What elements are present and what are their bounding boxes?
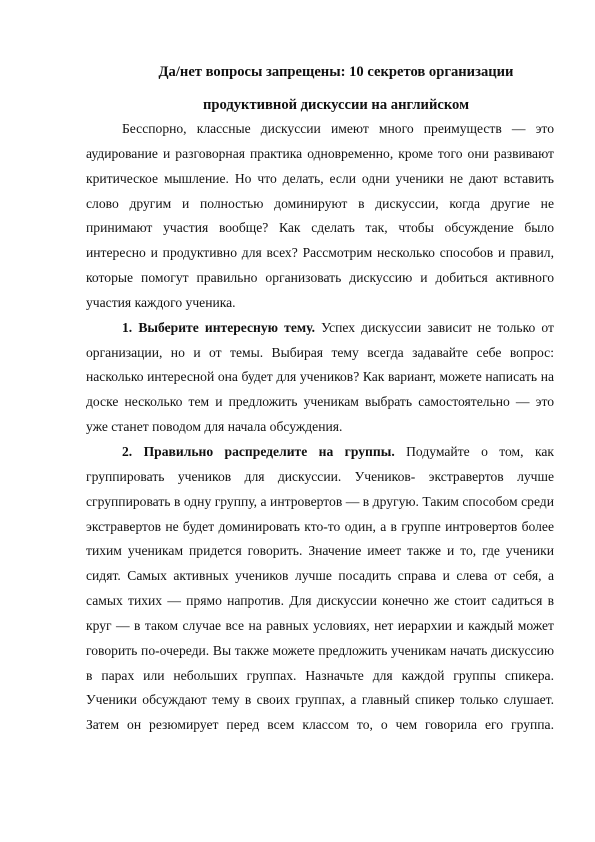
section-2-paragraph xyxy=(86,440,554,738)
section-1-paragraph xyxy=(86,316,554,440)
section-1-text: Успех дискуссии зависит не только от организации, но и от темы. Выбирая тему всегда задавайте себе вопрос: насколько интересной она будет для учеников? Как вариант, можете написать на доске несколько тем и предложить ученикам выбрать самостоятельно — это уже станет поводом для начала обсуждения. xyxy=(86,319,554,435)
section-1-heading: 1. Выберите интересную тему. xyxy=(122,319,315,335)
section-2-heading: 2. Правильно распределите на группы. xyxy=(122,443,395,459)
title-line-2: продуктивной дискуссии на английском xyxy=(202,97,470,113)
section-2-text: Подумайте о том, как группировать учеников для дискуссии. Учеников- экстравертов лучше сгруппировать в одну группу, а интровертов — в другую. Таким способом среди экстравертов не будет доминировать кто-то один, а в группе интровертов более тихим ученикам придется говорить. Значение имеет также и то, где ученики сидят. Самых активных учеников лучше посадить справа и слева от себя, а самых тихих — прямо напротив. Для дискуссии конечно же стоит садиться в круг — в таком случае все на равных условиях, нет иерархии и каждый может говорить по-очереди. Вы также можете предложить ученикам начать дискуссию в парах или небольших группах. Назначьте для каждой группы спикера. Ученики обсуждают тему в своих группах, а главный спикер только слушает. Затем он резюмирует перед всем классом то, о чем говорила его группа. xyxy=(86,443,554,733)
document-title xyxy=(86,56,586,122)
intro-paragraph: Бесспорно, классные дискуссии имеют много преимуществ — это аудирование и разговорная практика одновременно, кроме того они развивают критическое мышление. Но что делать, если одни ученики не дают вставить слово другим и полностью доминируют в дискуссии, когда другие не принимают участия вообще? Как сделать так, чтобы обсуждение было интересно и продуктивно для всех? Рассмотрим несколько способов и правил, которые помогут правильно организовать дискуссию и добиться активного участия каждого ученика. xyxy=(86,121,554,310)
document-body xyxy=(86,117,554,738)
title-line-1: Да/нет вопросы запрещены: 10 секретов организации xyxy=(158,64,514,80)
